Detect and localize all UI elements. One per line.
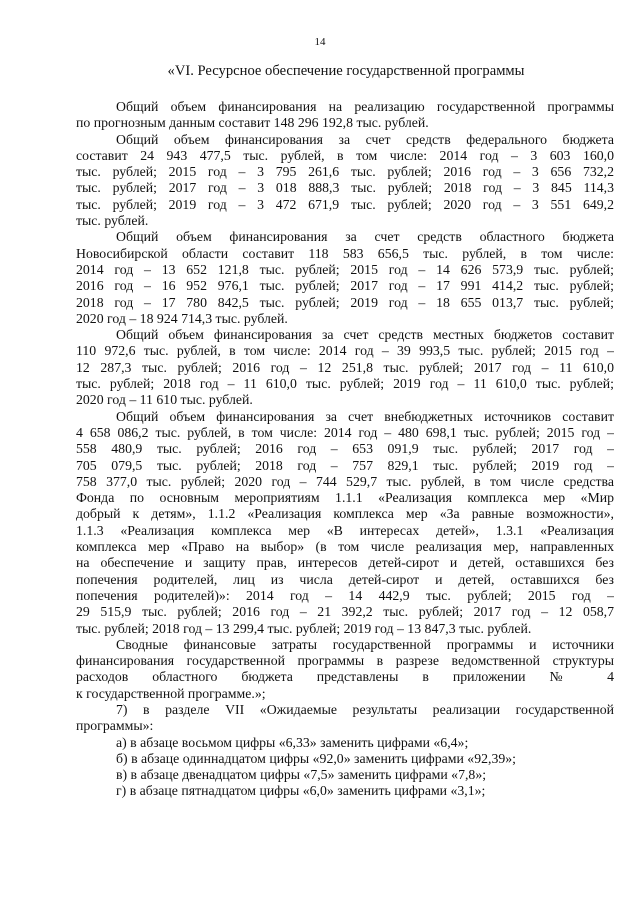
text-line: расходов областного бюджета представлены в приложении № 4 — [76, 669, 614, 685]
text-line: Общий объем финансирования за счет средств областного бюджета — [116, 229, 614, 245]
text-line: 29 515,9 тыс. рублей; 2016 год – 21 392,2 тыс. рублей; 2017 год – 12 058,7 — [76, 604, 614, 620]
text-line: 1.1.3 «Реализация комплекса мер «В интересах детей», 1.3.1 «Реализация — [76, 522, 614, 538]
text-line: Общий объем финансирования за счет внебюджетных источников составит — [116, 408, 614, 424]
text-line: финансирования государственной программы в разрезе ведомственной структуры — [76, 653, 614, 669]
text-line: 705 079,5 тыс. рублей; 2018 год – 757 829,1 тыс. рублей; 2019 год – — [76, 457, 614, 473]
text-line: 7) в разделе VII «Ожидаемые результаты реализации государственной — [116, 701, 614, 717]
text-line: Общий объем финансирования за счет средств местных бюджетов составит — [116, 327, 614, 343]
text-line: тыс. рублей; 2019 год – 3 472 671,9 тыс. рублей; 2020 год – 3 551 649,2 — [76, 196, 614, 212]
text-line: тыс. рублей; 2015 год – 3 795 261,6 тыс. рублей; 2016 год – 3 656 732,2 — [76, 164, 614, 180]
text-line: попечения родителей, лиц из числа детей-сирот и детей, оставшихся без — [76, 571, 614, 587]
text-line: 2020 год – 18 924 714,3 тыс. рублей. — [76, 310, 288, 326]
text-line: 2020 год – 11 610 тыс. рублей. — [76, 392, 253, 408]
text-line: в) в абзаце двенадцатом цифры «7,5» заменить цифрами «7,8»; — [116, 767, 487, 783]
text-line: тыс. рублей; 2018 год – 13 299,4 тыс. рублей; 2019 год – 13 847,3 тыс. рублей. — [76, 620, 532, 636]
text-line: тыс. рублей. — [76, 213, 149, 229]
text-line: на обеспечение и защиту прав, интересов детей-сирот и детей, оставшихся без — [76, 555, 614, 571]
text-line: к государственной программе.»; — [76, 685, 266, 701]
text-line: 2014 год – 13 652 121,8 тыс. рублей; 2015 год – 14 626 573,9 тыс. рублей; — [76, 261, 614, 277]
text-line: Фонда по основным мероприятиям 1.1.1 «Реализация комплекса мер «Мир — [76, 490, 614, 506]
text-line: 12 287,3 тыс. рублей; 2016 год – 12 251,8 тыс. рублей; 2017 год – 11 610,0 — [76, 359, 614, 375]
text-line: тыс. рублей; 2018 год – 11 610,0 тыс. рублей; 2019 год – 11 610,0 тыс. рублей; — [76, 376, 614, 392]
text-line: Новосибирской области составит 118 583 656,5 тыс. рублей, в том числе: — [76, 245, 614, 261]
text-line: б) в абзаце одиннадцатом цифры «92,0» заменить цифрами «92,39»; — [116, 750, 516, 766]
text-line: Общий объем финансирования за счет средств федерального бюджета — [116, 131, 614, 147]
text-line: тыс. рублей; 2017 год – 3 018 888,3 тыс. рублей; 2018 год – 3 845 114,3 — [76, 180, 614, 196]
text-line: 558 480,9 тыс. рублей; 2016 год – 653 091,9 тыс. рублей; 2017 год – — [76, 441, 614, 457]
text-line: 2016 год – 16 952 976,1 тыс. рублей; 2017 год – 17 991 414,2 тыс. рублей; — [76, 278, 614, 294]
text-line: Сводные финансовые затраты государственной программы и источники — [116, 636, 614, 652]
text-line: составит 24 943 477,5 тыс. рублей, в том числе: 2014 год – 3 603 160,0 — [76, 147, 614, 163]
text-line: программы»: — [76, 718, 154, 734]
text-line: попечения родителей)»: 2014 год – 14 442,9 тыс. рублей; 2015 год – — [76, 587, 614, 603]
body-text — [76, 99, 614, 800]
text-line: 758 377,0 тыс. рублей; 2020 год – 744 529,7 тыс. рублей, в том числе средства — [76, 473, 614, 489]
text-line: 110 972,6 тыс. рублей, в том числе: 2014 год – 39 993,5 тыс. рублей; 2015 год – — [76, 343, 614, 359]
text-line: г) в абзаце пятнадцатом цифры «6,0» заменить цифрами «3,1»; — [116, 783, 486, 799]
section-heading: «VI. Ресурсное обеспечение государственной программы — [167, 63, 525, 79]
text-line: Общий объем финансирования на реализацию государственной программы — [116, 99, 614, 114]
text-line: добрый к детям», 1.1.2 «Реализация комплекса мер «За равные возможности», — [76, 506, 614, 522]
text-line: 2018 год – 17 780 842,5 тыс. рублей; 2019 год – 18 655 013,7 тыс. рублей; — [76, 294, 614, 310]
text-line: комплекса мер «Право на выбор» (в том числе реализация мер, направленных — [76, 539, 614, 555]
text-line: по прогнозным данным составит 148 296 192,8 тыс. рублей. — [76, 115, 429, 131]
text-line: а) в абзаце восьмом цифры «6,33» заменить цифрами «6,4»; — [116, 734, 469, 750]
text-line: 4 658 086,2 тыс. рублей, в том числе: 2014 год – 480 698,1 тыс. рублей; 2015 год – — [76, 424, 614, 440]
page-number: 14 — [314, 36, 326, 48]
